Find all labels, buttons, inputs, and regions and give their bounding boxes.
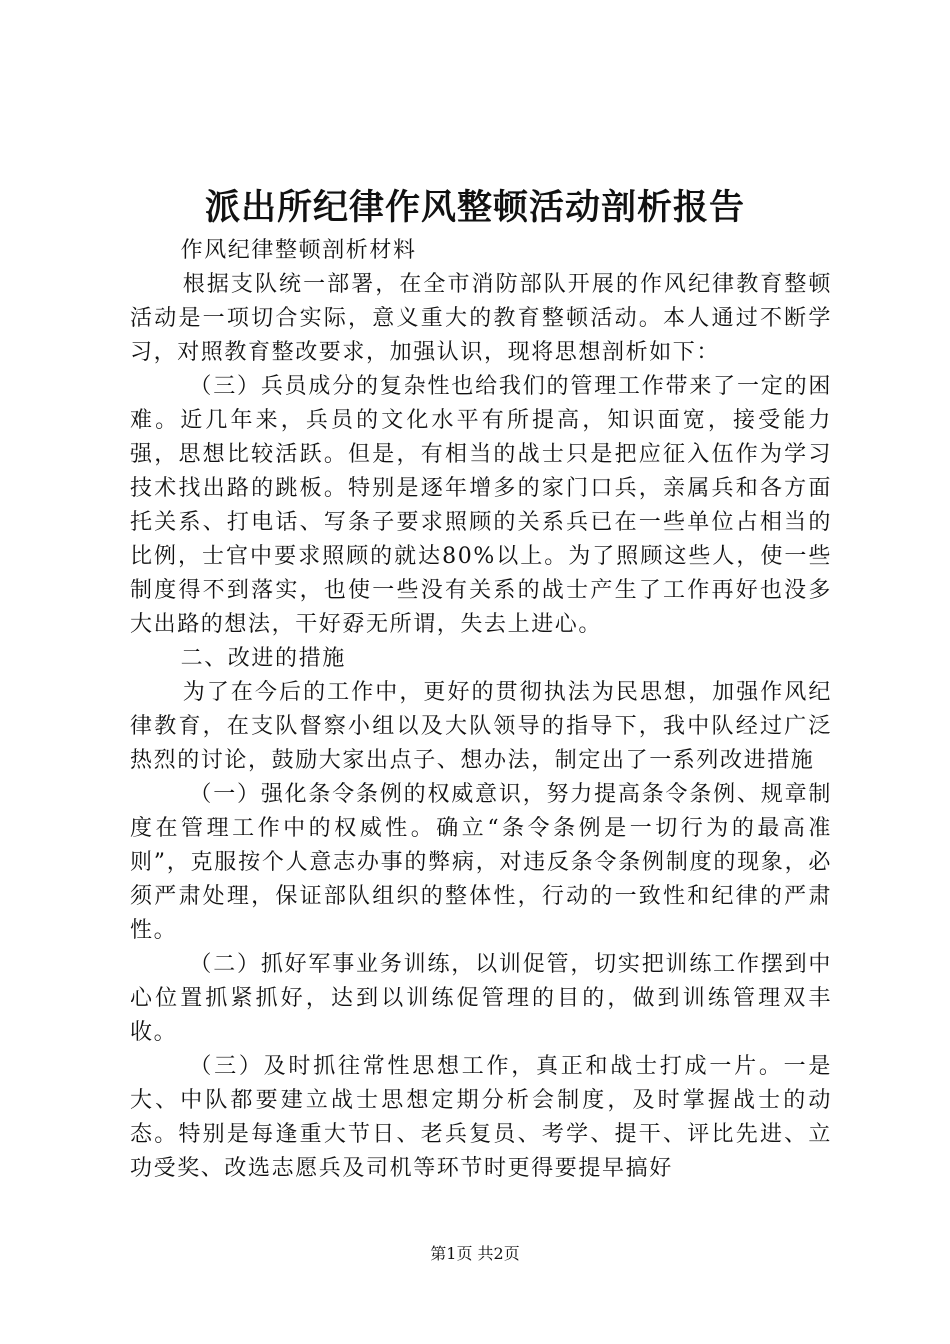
intro-paragraph: 根据支队统一部署，在全市消防部队开展的作风纪律教育整顿活动是一项切合实际，意义重大的教育整顿活动。本人通过不断学习，对照教育整改要求，加强认识，现将思想剖析如下： [130,272,832,365]
body-paragraph: 为了在今后的工作中，更好的贯彻执法为民思想，加强作风纪律教育，在支队督察小组以及大队领导的指导下，我中队经过广泛热烈的讨论，鼓励大家出点子、想办法，制定出了一系列改进措施 [130,680,832,773]
body-paragraph: （三）及时抓往常性思想工作，真正和战士打成一片。一是大、中队都要建立战士思想定期分析会制度，及时掌握战士的动态。特别是每逢重大节日、老兵复员、考学、提干、评比先进、立功受奖、改选志愿兵及司机等环节时更得要提早搞好 [130,1054,832,1181]
document-body [130,234,832,1186]
body-paragraph: （一）强化条令条例的权威意识，努力提高条令条例、规章制度在管理工作中的权威性。确立“条令条例是一切行为的最高准则”，克服按个人意志办事的弊病，对违反条令条例制度的现象，必须严肃处理，保证部队组织的整体性，行动的一致性和纪律的严肃性。 [130,782,832,943]
document-title: 派出所纪律作风整顿活动剖析报告 [204,187,745,228]
body-paragraph: （三）兵员成分的复杂性也给我们的管理工作带来了一定的困难。近几年来，兵员的文化水平有所提高，知识面宽，接受能力强，思想比较活跃。但是，有相当的战士只是把应征入伍作为学习技术找出路的跳板。特别是逐年增多的家门口兵，亲属兵和各方面托关系、打电话、写条子要求照顾的关系兵已在一些单位占相当的比例，士官中要求照顾的就达80%以上。为了照顾这些人，使一些制度得不到落实，也使一些没有关系的战士产生了工作再好也没多大出路的想法，干好孬无所谓，失去上进心。 [130,374,832,637]
page-footer: 第1页 共2页 [430,1244,520,1263]
subtitle-paragraph: 作风纪律整顿剖析材料 [180,238,417,263]
body-paragraph: （二）抓好军事业务训练，以训促管，切实把训练工作摆到中心位置抓紧抓好，达到以训练促管理的目的，做到训练管理双丰收。 [130,952,832,1045]
section-heading: 二、改进的措施 [180,646,346,671]
